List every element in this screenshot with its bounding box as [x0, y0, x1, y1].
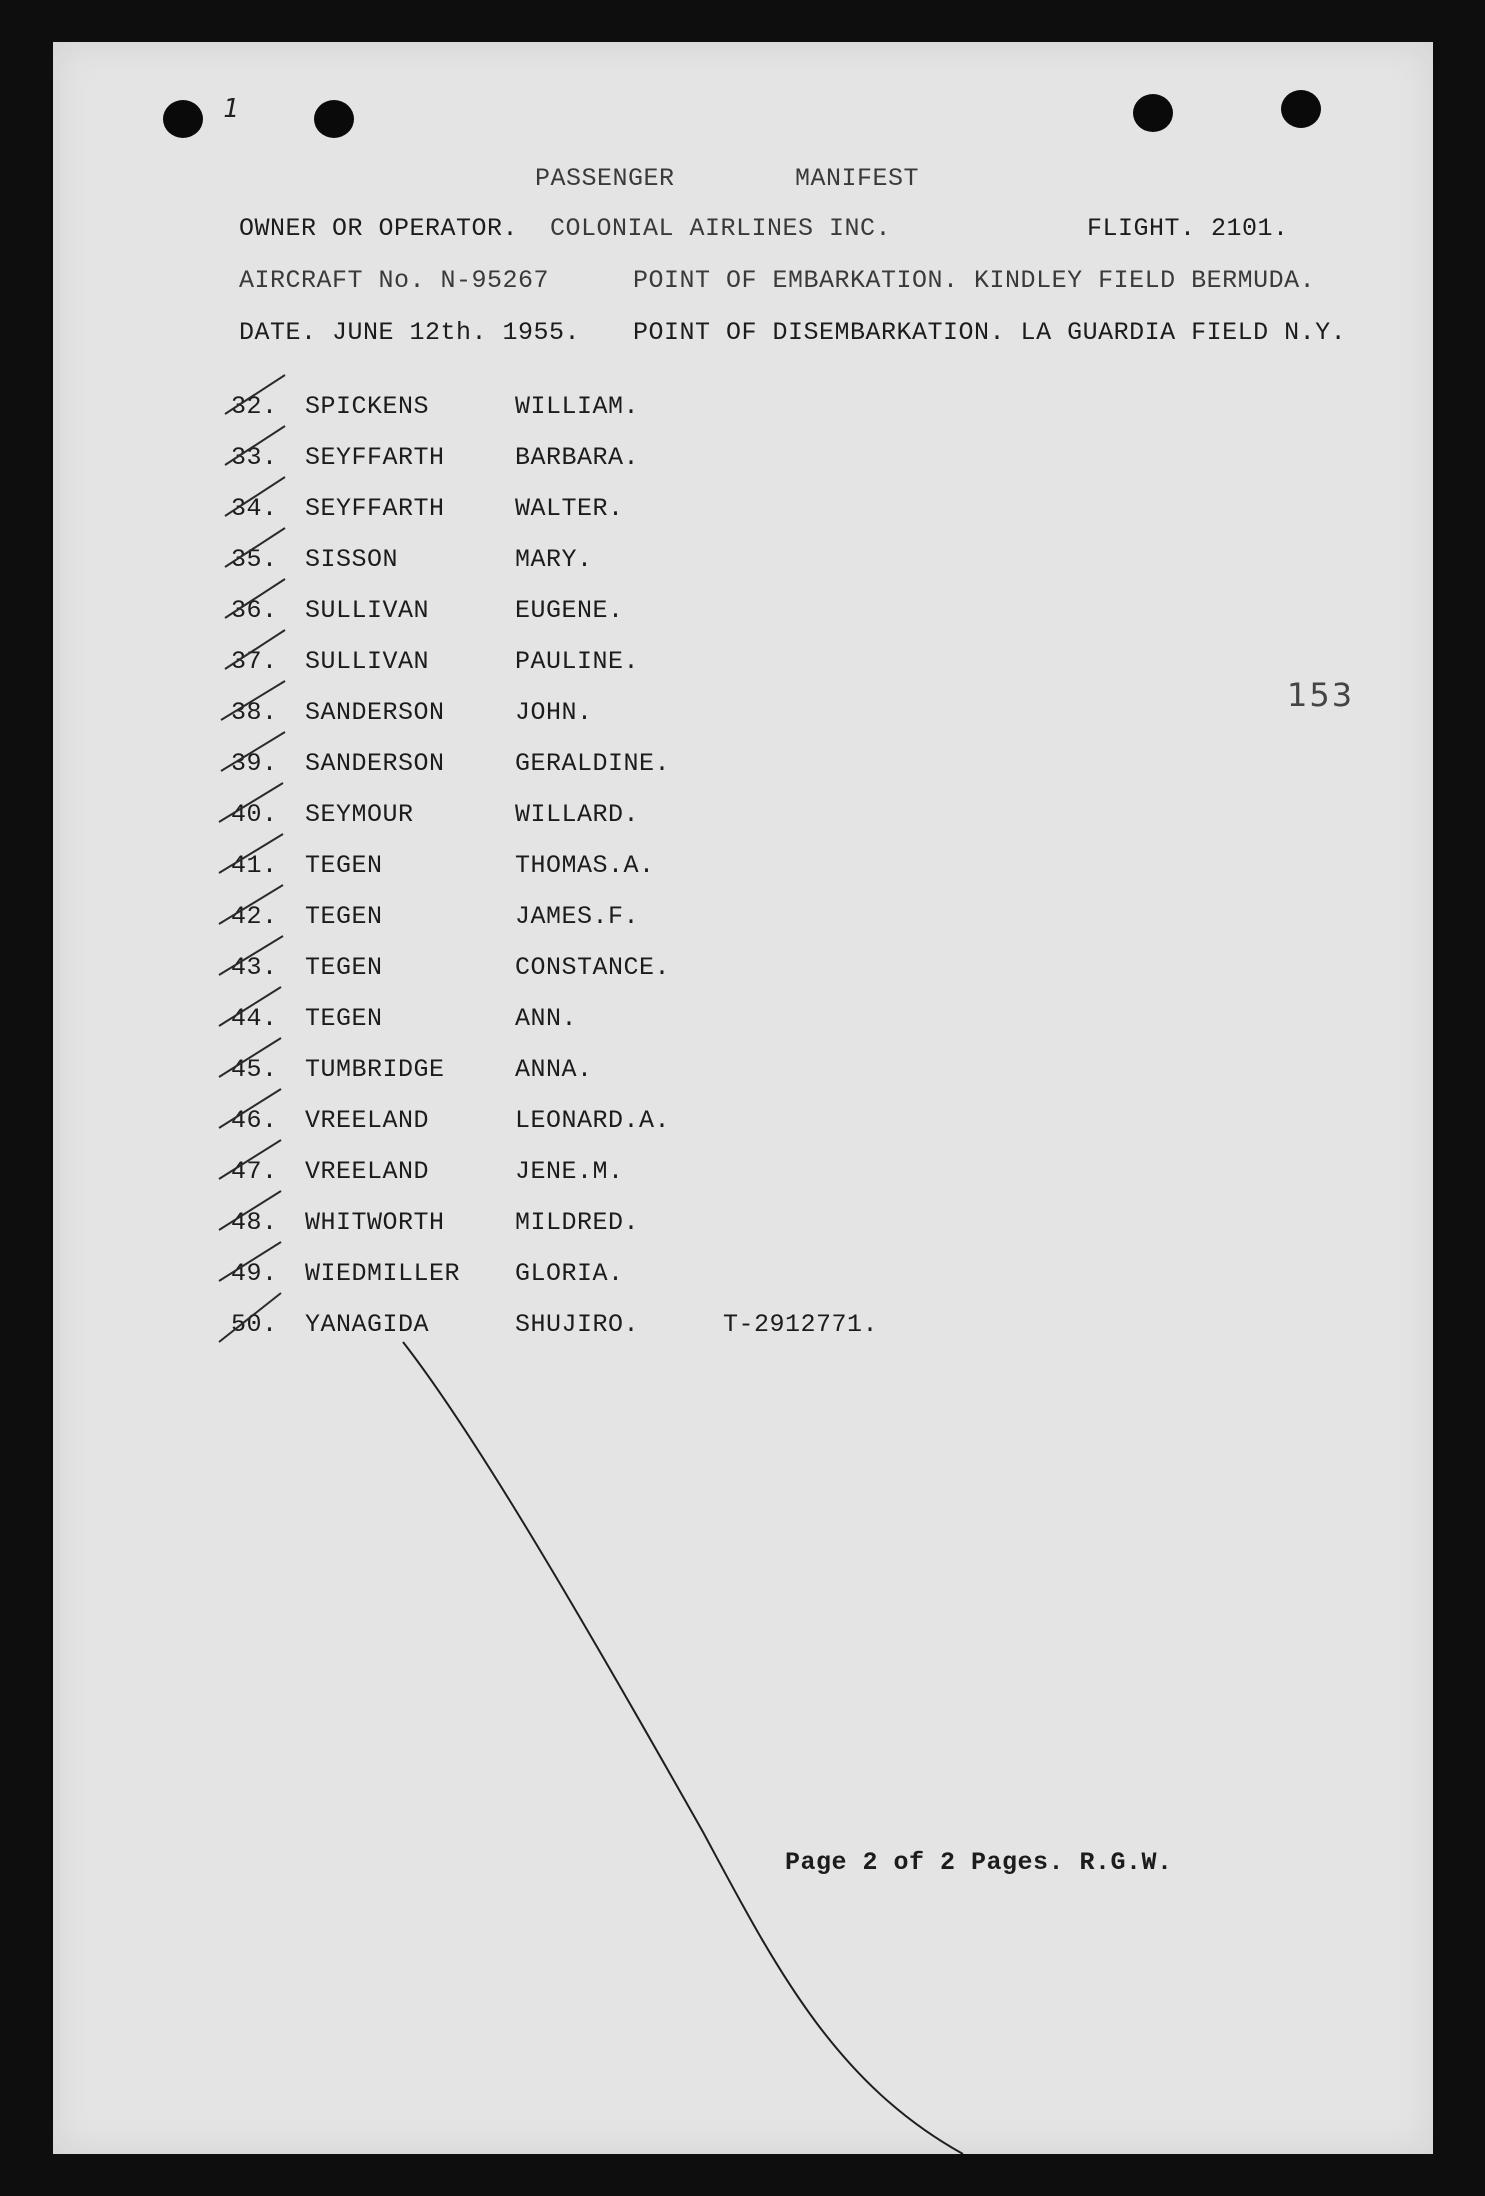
- passenger-first-name: JENE.M.: [515, 1157, 624, 1186]
- aircraft-number: AIRCRAFT No. N-95267: [239, 266, 550, 295]
- check-mark: [225, 579, 285, 618]
- passenger-first-name: GLORIA.: [515, 1259, 624, 1288]
- passenger-first-name: BARBARA.: [515, 443, 640, 472]
- passenger-last-name: SANDERSON: [305, 749, 445, 778]
- pencil-annotations: [53, 42, 1433, 2154]
- check-mark: [219, 834, 283, 873]
- passenger-first-name: MILDRED.: [515, 1208, 640, 1237]
- passenger-first-name: WALTER.: [515, 494, 624, 523]
- point-of-embarkation: POINT OF EMBARKATION. KINDLEY FIELD BERMUDA.: [633, 266, 1316, 295]
- check-mark: [221, 732, 285, 771]
- passenger-last-name: SEYFFARTH: [305, 443, 445, 472]
- passenger-last-name: SULLIVAN: [305, 596, 430, 625]
- passenger-last-name: TUMBRIDGE: [305, 1055, 445, 1084]
- passenger-first-name: ANNA.: [515, 1055, 593, 1084]
- passenger-first-name: GERALDINE.: [515, 749, 671, 778]
- passenger-number: 47.: [231, 1157, 278, 1186]
- check-mark: [219, 1242, 281, 1281]
- passenger-number: 48.: [231, 1208, 278, 1237]
- passenger-last-name: SANDERSON: [305, 698, 445, 727]
- passenger-last-name: YANAGIDA: [305, 1310, 430, 1339]
- manifest-date: DATE. JUNE 12th. 1955.: [239, 318, 581, 347]
- passenger-number: 35.: [231, 545, 278, 574]
- passenger-last-name: SPICKENS: [305, 392, 430, 421]
- passenger-number: 44.: [231, 1004, 278, 1033]
- point-of-disembarkation: POINT OF DISEMBARKATION. LA GUARDIA FIELD N.Y.: [633, 318, 1347, 347]
- passenger-number: 41.: [231, 851, 278, 880]
- passenger-last-name: WIEDMILLER: [305, 1259, 461, 1288]
- passenger-first-name: JOHN.: [515, 698, 593, 727]
- corner-pencil-mark: 1: [223, 94, 239, 124]
- passenger-last-name: VREELAND: [305, 1157, 430, 1186]
- passenger-number: 43.: [231, 953, 278, 982]
- passenger-first-name: ANN.: [515, 1004, 578, 1033]
- flight-number: FLIGHT. 2101.: [1087, 214, 1289, 243]
- passenger-document-number: T-2912771.: [723, 1310, 879, 1339]
- passenger-number: 34.: [231, 494, 278, 523]
- passenger-last-name: SEYMOUR: [305, 800, 414, 829]
- check-mark: [219, 1038, 281, 1077]
- passenger-first-name: PAULINE.: [515, 647, 640, 676]
- passenger-first-name: MARY.: [515, 545, 593, 574]
- check-mark: [225, 630, 285, 669]
- passenger-number: 46.: [231, 1106, 278, 1135]
- owner-value: COLONIAL AIRLINES INC.: [550, 214, 892, 243]
- check-mark: [219, 885, 283, 924]
- check-mark: [225, 528, 285, 567]
- passenger-first-name: WILLARD.: [515, 800, 640, 829]
- passenger-number: 36.: [231, 596, 278, 625]
- passenger-last-name: SISSON: [305, 545, 399, 574]
- owner-label: OWNER OR OPERATOR.: [239, 214, 519, 243]
- passenger-last-name: WHITWORTH: [305, 1208, 445, 1237]
- check-mark: [219, 1140, 281, 1179]
- passenger-last-name: SULLIVAN: [305, 647, 430, 676]
- passenger-number: 45.: [231, 1055, 278, 1084]
- title-passenger: PASSENGER: [535, 164, 675, 193]
- passenger-first-name: THOMAS.A.: [515, 851, 655, 880]
- manifest-page: [53, 42, 1433, 2154]
- passenger-first-name: JAMES.F.: [515, 902, 640, 931]
- passenger-last-name: TEGEN: [305, 1004, 383, 1033]
- passenger-last-name: TEGEN: [305, 902, 383, 931]
- check-mark: [225, 426, 285, 465]
- passenger-number: 42.: [231, 902, 278, 931]
- passenger-first-name: LEONARD.A.: [515, 1106, 671, 1135]
- passenger-number: 49.: [231, 1259, 278, 1288]
- check-mark: [219, 1089, 281, 1128]
- page-count-footer: Page 2 of 2 Pages. R.G.W.: [785, 1848, 1173, 1877]
- passenger-last-name: TEGEN: [305, 953, 383, 982]
- passenger-number: 40.: [231, 800, 278, 829]
- passenger-number: 50.: [231, 1310, 278, 1339]
- passenger-last-name: VREELAND: [305, 1106, 430, 1135]
- passenger-first-name: EUGENE.: [515, 596, 624, 625]
- passenger-last-name: TEGEN: [305, 851, 383, 880]
- check-mark: [219, 783, 283, 822]
- passenger-first-name: SHUJIRO.: [515, 1310, 640, 1339]
- check-mark: [219, 987, 281, 1026]
- check-mark: [221, 681, 285, 720]
- passenger-number: 37.: [231, 647, 278, 676]
- check-mark: [219, 1191, 281, 1230]
- check-mark: [225, 477, 285, 516]
- long-pencil-line: [403, 1342, 963, 2154]
- passenger-number: 33.: [231, 443, 278, 472]
- title-manifest: MANIFEST: [795, 164, 920, 193]
- passenger-first-name: CONSTANCE.: [515, 953, 671, 982]
- check-marks: [219, 375, 285, 1342]
- passenger-number: 32.: [231, 392, 278, 421]
- passenger-number: 39.: [231, 749, 278, 778]
- passenger-last-name: SEYFFARTH: [305, 494, 445, 523]
- page-stamp-number: 153: [1287, 676, 1355, 714]
- check-mark: [225, 375, 285, 414]
- check-mark: [219, 936, 283, 975]
- passenger-number: 38.: [231, 698, 278, 727]
- passenger-first-name: WILLIAM.: [515, 392, 640, 421]
- check-mark: [219, 1293, 281, 1342]
